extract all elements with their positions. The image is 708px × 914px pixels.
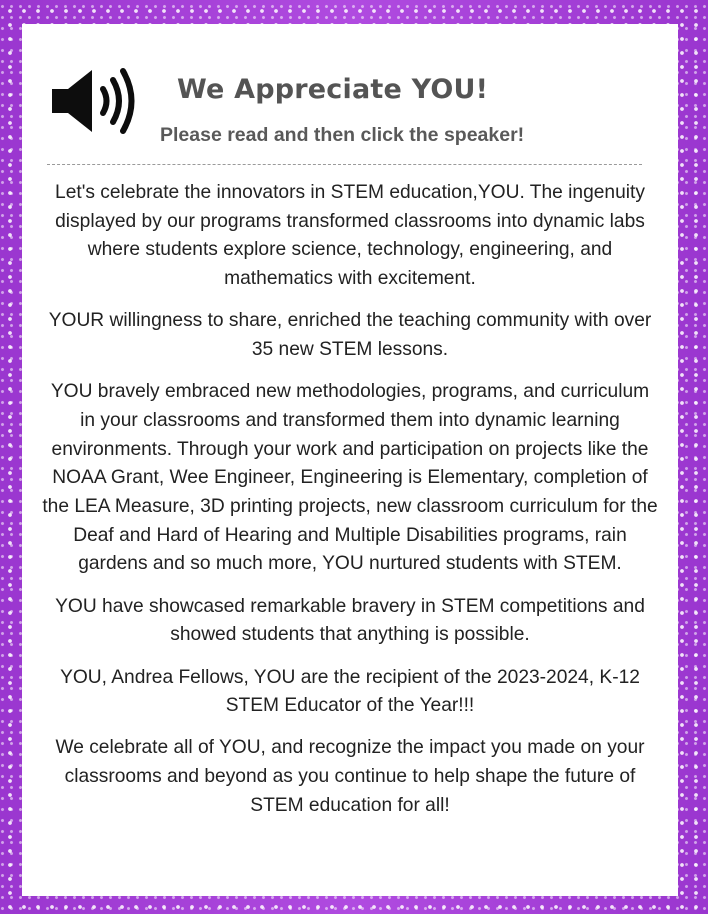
divider <box>47 164 642 165</box>
page-subtitle: Please read and then click the speaker! <box>160 124 525 146</box>
paragraph-award: YOU, Andrea Fellows, YOU are the recipient of the 2023-2024, K-12 STEM Educator of the Year!!! <box>60 666 640 717</box>
speaker-icon[interactable] <box>48 67 136 135</box>
paragraph-closing: We celebrate all of YOU, and recognize the impact you made on your classrooms and beyond as you continue to help shape the future of STEM education for all! <box>55 737 645 816</box>
paragraph-competitions: YOU have showcased remarkable bravery in STEM competitions and showed students that anything is possible. <box>55 595 645 646</box>
message-body <box>42 179 658 834</box>
paragraph-sharing: YOUR willingness to share, enriched the teaching community with over 35 new STEM lessons. <box>48 310 652 361</box>
page-title: We Appreciate YOU! <box>177 74 489 105</box>
message-card <box>22 24 678 896</box>
paragraph-projects: YOU bravely embraced new methodologies, programs, and curriculum in your classrooms and transformed them into dynamic learning environments. Through your work and participation on projects like the NOAA Grant, Wee Engineer, Engineering is Elementary, completion of the LEA Measure, 3D printing projects, new classroom curriculum for the Deaf and Hard of Hearing and Multiple Disabilities programs, rain gardens and so much more, YOU nurtured students with STEM. <box>42 381 658 575</box>
paragraph-intro: Let's celebrate the innovators in STEM education,YOU. The ingenuity displayed by our programs transformed classrooms into dynamic labs where students explore science, technology, engineering, and mathematics with excitement. <box>55 182 645 290</box>
